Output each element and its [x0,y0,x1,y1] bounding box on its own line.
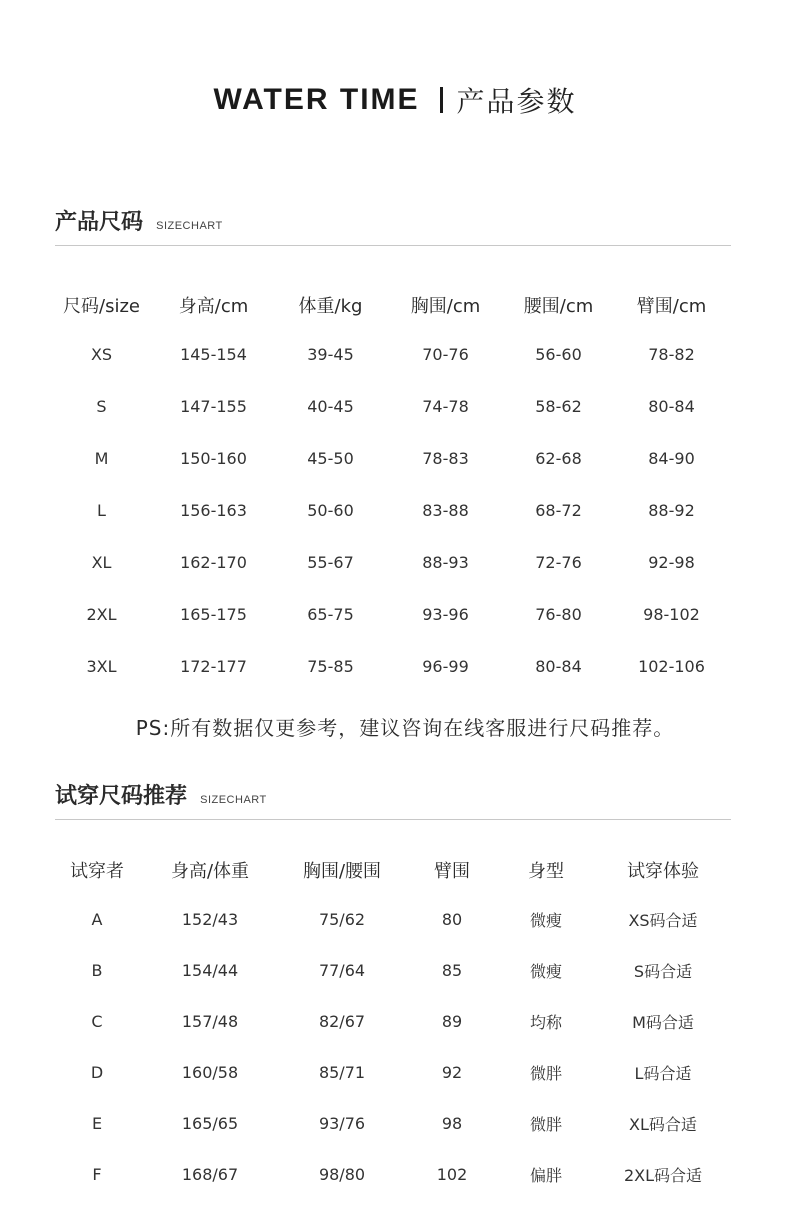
header-cell: 臂围 [434,861,470,882]
table-cell: 168/67 [181,1165,239,1184]
table-cell: 56-60 [535,344,582,364]
table-cell: 172-177 [180,656,247,676]
table-cell: 92 [441,1063,463,1082]
table-cell: 145-154 [180,344,247,364]
table-cell: 均称 [529,1013,562,1032]
table-cell: 78-83 [422,448,469,468]
table-cell: D [90,1063,104,1082]
table-cell: 98 [441,1114,463,1133]
table-cell: XS [90,344,113,364]
table-cell: S [96,396,107,416]
table-cell: 84-90 [648,448,695,468]
size-chart-subtitle: SIZECHART [156,220,223,232]
table-cell: 102 [436,1165,468,1184]
table-cell: 微瘦 [529,962,562,981]
table-cell: 2XL [86,604,117,624]
table-cell: 68-72 [535,500,582,520]
table-cell: 65-75 [307,604,354,624]
table-cell: 85/71 [318,1063,366,1082]
table-cell: 80-84 [648,396,695,416]
header-cell: 臂围/cm [636,296,707,317]
table-cell: 92-98 [648,552,695,572]
table-cell: 154/44 [181,961,239,980]
table-cell: 93-96 [422,604,469,624]
try-chart-table [48,846,728,1200]
table-row [48,996,728,1047]
table-row [48,536,728,588]
table-cell: 150-160 [180,448,247,468]
brand-divider [440,87,443,113]
table-row [48,484,728,536]
table-row [48,945,728,996]
table-cell: 62-68 [535,448,582,468]
table-cell: 偏胖 [529,1166,562,1185]
size-chart-title: 产品尺码 [55,210,144,235]
try-chart-header [55,779,731,820]
table-row [48,588,728,640]
size-note: PS:所有数据仅更参考，建议咨询在线客服进行尺码推荐。 [135,716,675,740]
table-cell: 微胖 [529,1115,562,1134]
table-cell: 58-62 [535,396,582,416]
table-cell: 89 [441,1012,463,1031]
table-cell: 80 [441,910,463,929]
brand-header [0,80,790,120]
table-cell: 50-60 [307,500,354,520]
table-row [48,380,728,432]
table-cell: 157/48 [181,1012,239,1031]
table-cell: M [94,448,109,468]
header-cell: 身高/体重 [170,861,250,882]
table-cell: 55-67 [307,552,354,572]
table-cell: 3XL [86,656,117,676]
table-cell: L码合适 [634,1064,692,1083]
table-cell: 74-78 [422,396,469,416]
table-cell: 40-45 [307,396,354,416]
table-row [48,1098,728,1149]
table-cell: 83-88 [422,500,469,520]
table-cell: 39-45 [307,344,354,364]
table-cell: 75/62 [318,910,366,929]
table-cell: 98/80 [318,1165,366,1184]
table-cell: 93/76 [318,1114,366,1133]
table-cell: 78-82 [648,344,695,364]
table-cell: 85 [441,961,463,980]
header-cell: 胸围/cm [410,296,481,317]
table-cell: S码合适 [633,962,693,981]
table-cell: XS码合适 [628,911,698,930]
header-cell: 试穿者 [70,861,124,882]
table-cell: C [91,1012,103,1031]
table-row [48,432,728,484]
table-cell: 77/64 [318,961,366,980]
table-cell: XL码合适 [629,1115,697,1134]
table-cell: M码合适 [632,1013,694,1032]
table-cell: XL [91,552,112,572]
table-cell: A [91,910,103,929]
table-cell: 165-175 [180,604,247,624]
table-cell: F [92,1165,102,1184]
header-cell: 胸围/腰围 [302,861,382,882]
table-cell: L [97,500,106,520]
brand-name: WATER TIME [213,83,420,116]
table-cell: B [91,961,103,980]
table-row [48,1149,728,1200]
table-cell: 70-76 [422,344,469,364]
table-cell: 2XL码合适 [623,1166,703,1185]
table-cell: 88-92 [648,500,695,520]
table-cell: 156-163 [180,500,247,520]
try-chart-subtitle: SIZECHART [200,794,267,806]
table-cell: 152/43 [181,910,239,929]
table-cell: 微瘦 [529,911,562,930]
size-chart-header [55,205,731,246]
table-cell: 88-93 [422,552,469,572]
try-chart-title: 试穿尺码推荐 [55,784,188,809]
size-chart-table [48,282,728,692]
table-cell: 72-76 [535,552,582,572]
header-cell: 尺码/size [63,296,140,317]
header-cell: 身高/cm [178,296,249,317]
table-cell: 162-170 [180,552,247,572]
table-cell: 80-84 [535,656,582,676]
header-cell: 身型 [528,861,564,882]
table-cell: E [91,1114,103,1133]
table-cell: 微胖 [529,1064,562,1083]
table-cell: 75-85 [307,656,354,676]
try-chart-header-row [48,846,728,894]
table-row [48,894,728,945]
table-cell: 82/67 [318,1012,366,1031]
table-cell: 96-99 [422,656,469,676]
brand-subtitle: 产品参数 [456,85,577,118]
table-cell: 160/58 [181,1063,239,1082]
header-cell: 体重/kg [298,296,363,317]
table-row [48,640,728,692]
table-row [48,328,728,380]
table-cell: 45-50 [307,448,354,468]
table-cell: 165/65 [181,1114,239,1133]
header-cell: 试穿体验 [627,861,699,882]
table-cell: 147-155 [180,396,247,416]
size-chart-header-row [48,282,728,328]
header-cell: 腰围/cm [523,296,594,317]
table-cell: 102-106 [638,656,705,676]
table-row [48,1047,728,1098]
table-cell: 76-80 [535,604,582,624]
table-cell: 98-102 [643,604,700,624]
